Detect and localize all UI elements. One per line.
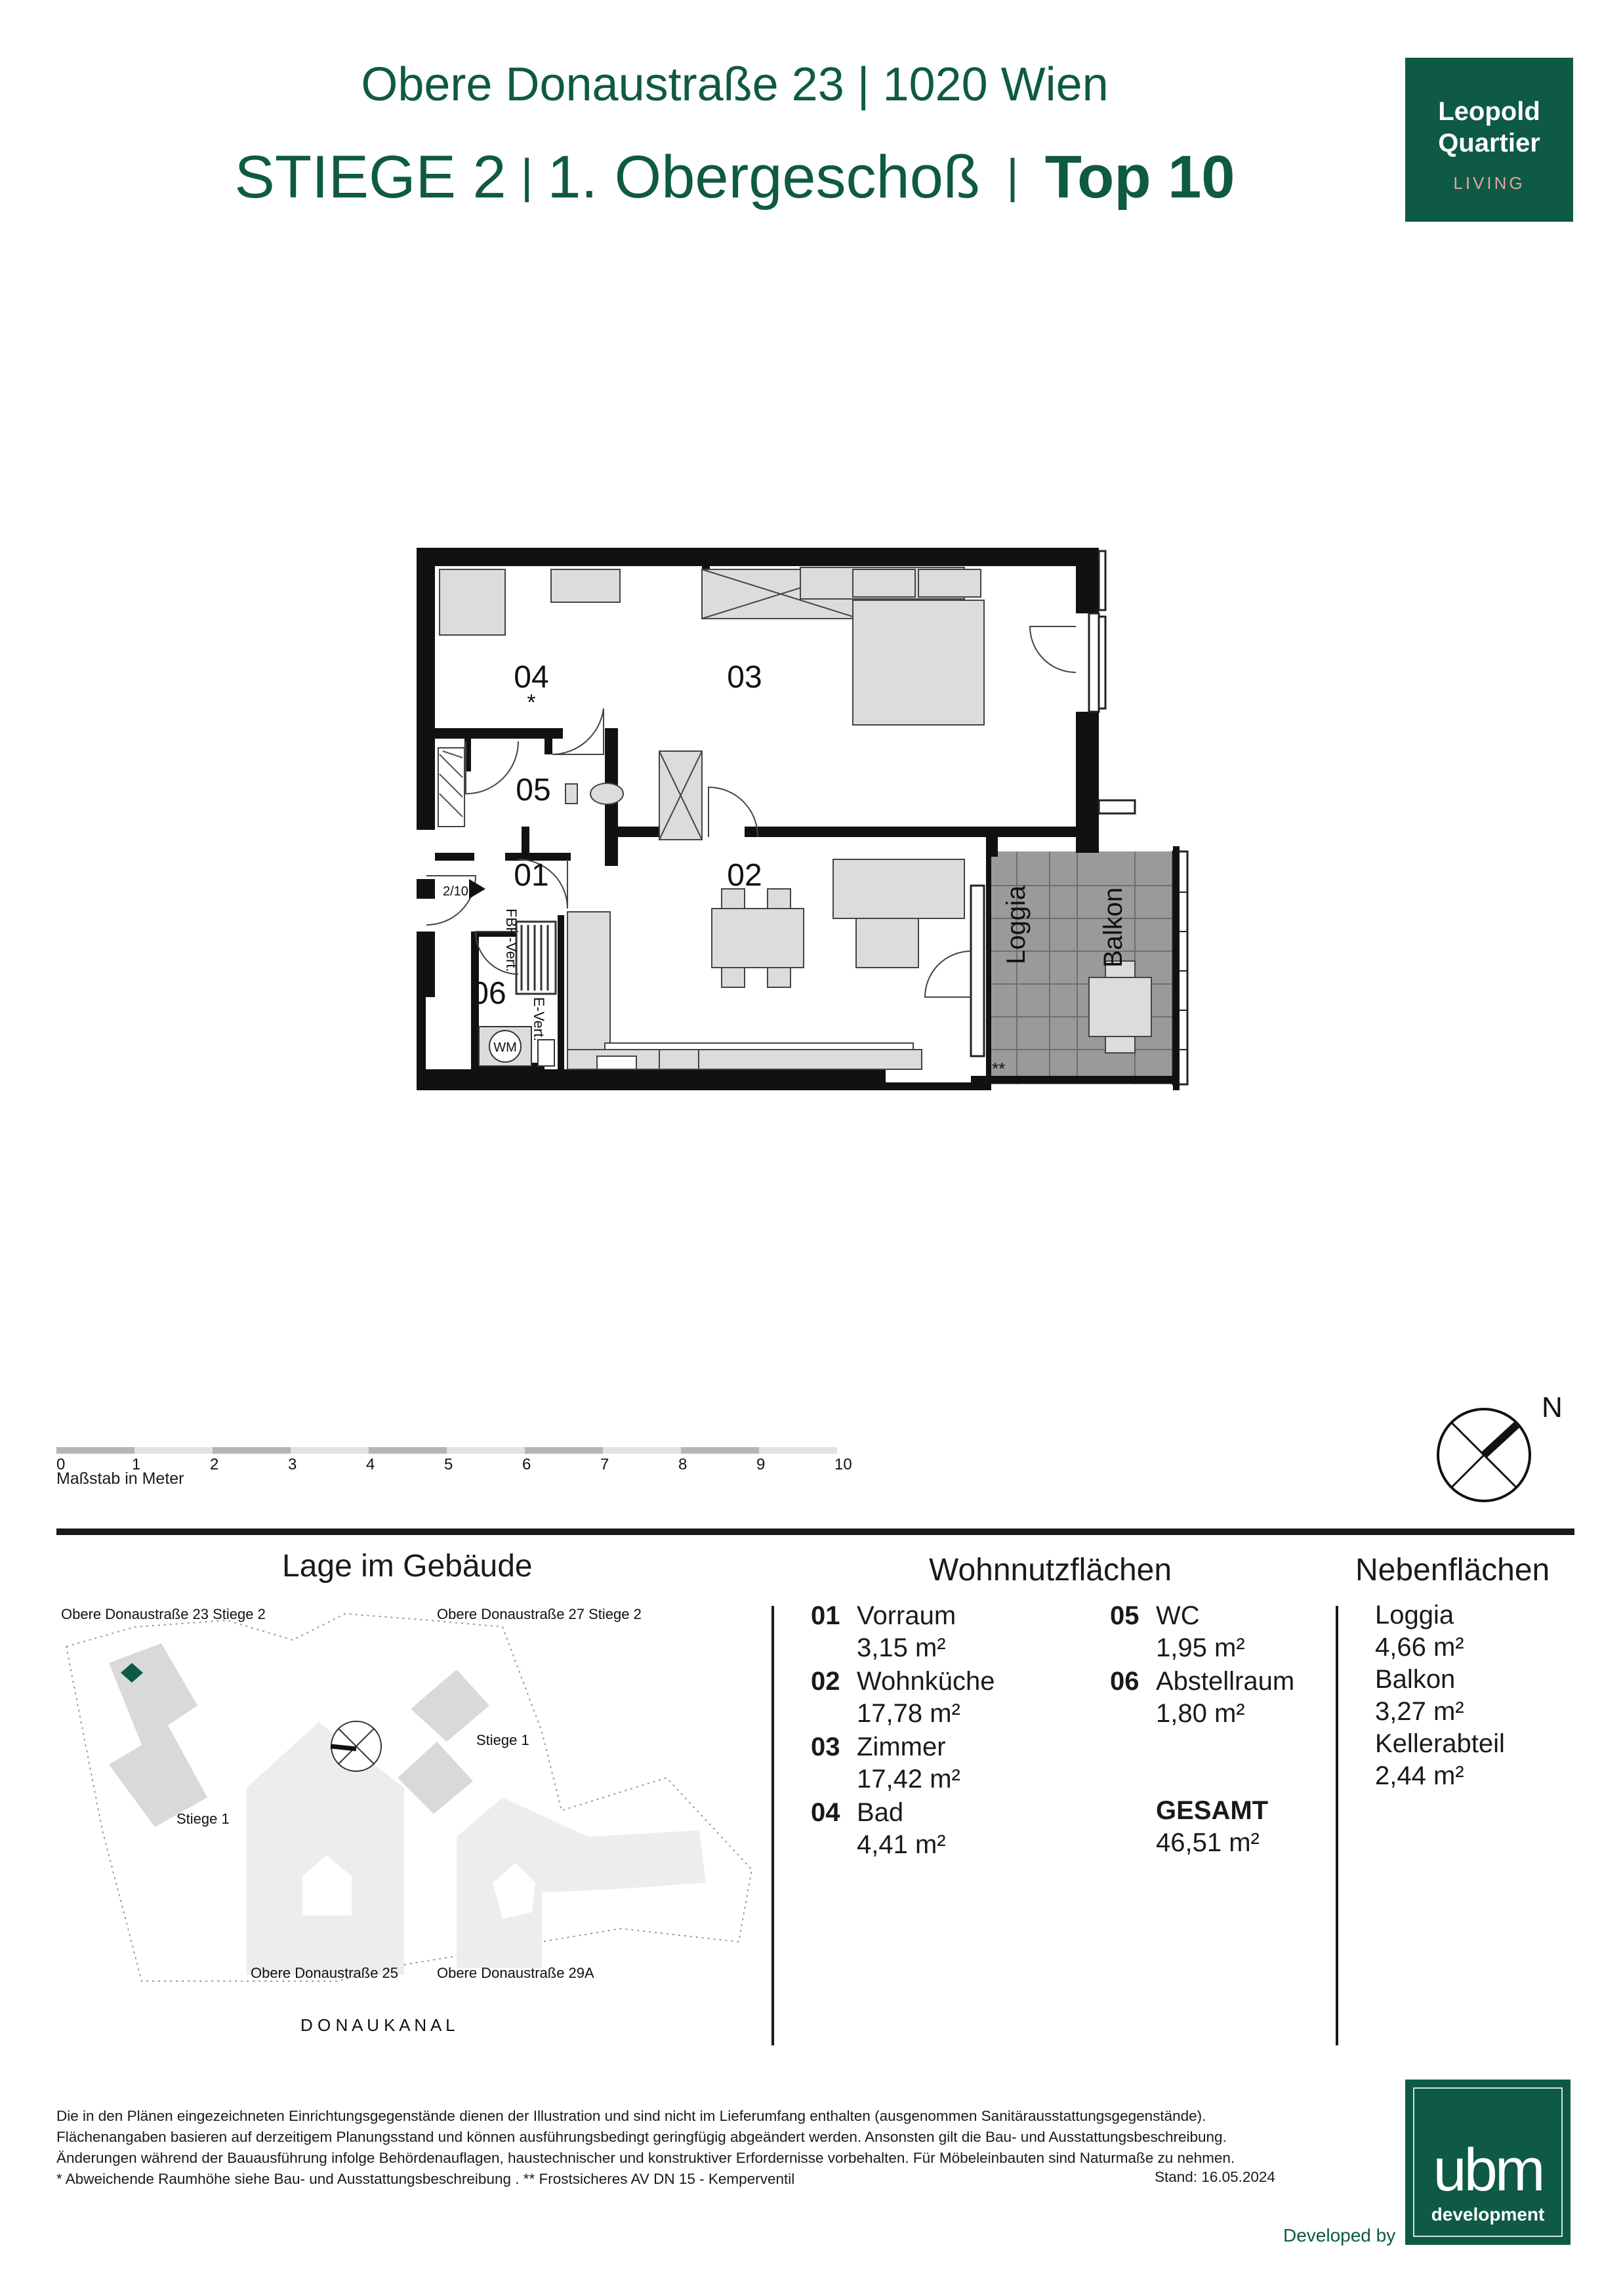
divider xyxy=(56,1528,1574,1535)
label-stiege1a: Stiege 1 xyxy=(476,1732,529,1748)
scale-tick-label: 7 xyxy=(600,1456,609,1473)
site-plan xyxy=(56,1601,778,2053)
label-od25: Obere Donaustraße 25 xyxy=(251,1965,399,1981)
label-od29a: Obere Donaustraße 29A xyxy=(437,1965,594,1981)
balkon-label: Balkon xyxy=(1099,887,1128,968)
loggia-label: Loggia xyxy=(1002,885,1031,964)
room-label-06: 06 xyxy=(471,976,506,1011)
site-compass-icon xyxy=(331,1721,381,1771)
scale-segment xyxy=(134,1447,213,1454)
neben-keller-name: Kellerabteil xyxy=(1375,1729,1505,1758)
scale-segment xyxy=(213,1447,291,1454)
divider xyxy=(771,1606,774,2045)
neben-balkon-name: Balkon xyxy=(1375,1665,1456,1694)
logo-line2: Quartier xyxy=(1438,129,1540,157)
floor-plan xyxy=(394,538,1246,1141)
scale-tick-label: 0 xyxy=(56,1456,66,1473)
scale-tick-label: 5 xyxy=(444,1456,453,1473)
bed xyxy=(800,567,984,725)
scale-segment xyxy=(525,1447,603,1454)
buildings-light xyxy=(247,1722,706,1975)
total-value: 46,51 m² xyxy=(1156,1828,1260,1857)
fbh-label: FBH-Vert. xyxy=(503,909,520,972)
neben-loggia-area: 4,66 m² xyxy=(1375,1633,1464,1662)
label-stiege1b: Stiege 1 xyxy=(176,1811,230,1827)
room-label-02: 02 xyxy=(727,858,762,893)
scale-tick-label: 3 xyxy=(288,1456,297,1473)
scale-segment xyxy=(56,1447,134,1454)
north-label: N xyxy=(1542,1391,1563,1424)
label-kanal: D O N A U K A N A L xyxy=(300,2015,455,2035)
label-od27: Obere Donaustraße 27 Stiege 2 xyxy=(437,1606,642,1622)
ubm-word: ubm xyxy=(1433,2137,1543,2204)
neben-title: Nebenflächen xyxy=(1355,1553,1550,1588)
disclaimer-line: Änderungen während der Bauausführung infolge Behördenauflagen, haustechnischer und konstruktiver Erfordernisse vorbehalten. Für Möbeleinbauten sind Naturmaße zu nehmen. xyxy=(56,2150,1235,2166)
disclaimer-line: Flächenangaben basieren auf derzeitigem Planungsstand und können ausführungsbedingt geringfügig abgeändert werden. Ansonsten gilt die Bau- und Ausstattungsbeschreibung. xyxy=(56,2129,1227,2145)
room-label-04: 04 xyxy=(514,660,549,695)
scale-segment xyxy=(447,1447,525,1454)
frost-mark: ** xyxy=(992,1059,1006,1078)
scale-segment xyxy=(291,1447,369,1454)
north-arrow-icon xyxy=(1437,1384,1561,1502)
neben-balkon-area: 3,27 m² xyxy=(1375,1697,1464,1726)
logo-line3: LIVING xyxy=(1453,173,1525,193)
label-od23: Obere Donaustraße 23 Stiege 2 xyxy=(61,1606,266,1622)
disclaimer-line: Die in den Plänen eingezeichneten Einrichtungsgegenstände dienen der Illustration und sind nicht im Lieferumfang enthalten (ausgenommen Sanitärausstattungsgegenstände). xyxy=(56,2108,1206,2124)
scale-tick-label: 2 xyxy=(210,1456,219,1473)
floor-label: 1. Obergeschoß xyxy=(547,144,981,211)
scale-tick-label: 6 xyxy=(522,1456,531,1473)
scale-tick-label: 10 xyxy=(834,1456,852,1473)
room-label-01: 01 xyxy=(514,858,549,893)
room-04-mark: * xyxy=(527,690,536,715)
wohn-title: Wohnnutzflächen xyxy=(929,1553,1172,1588)
logo-line1: Leopold xyxy=(1438,97,1540,126)
scale-tick-label: 8 xyxy=(678,1456,688,1473)
ubm-sub: development xyxy=(1431,2204,1545,2224)
scale-label: Maßstab in Meter xyxy=(56,1469,184,1488)
scale-tick-label: 1 xyxy=(132,1456,141,1473)
scale-segment xyxy=(603,1447,681,1454)
scale-segment xyxy=(369,1447,447,1454)
lage-title: Lage im Gebäude xyxy=(282,1549,533,1584)
evert-label: E-Vert. xyxy=(531,997,547,1042)
total-label: GESAMT xyxy=(1156,1796,1269,1825)
separator: | xyxy=(520,150,533,203)
developed-by: Developed by xyxy=(1283,2225,1396,2245)
entrance-arrow-icon xyxy=(469,879,485,899)
address-heading: Obere Donaustraße 23 | 1020 Wien xyxy=(361,58,1109,111)
disclaimer xyxy=(56,2106,1303,2190)
scale-segment xyxy=(681,1447,759,1454)
neben-keller-area: 2,44 m² xyxy=(1375,1761,1464,1790)
unit-heading xyxy=(0,143,1469,212)
scale-tick-label: 4 xyxy=(366,1456,375,1473)
bath-fixtures xyxy=(438,569,859,840)
scale-segment xyxy=(759,1447,837,1454)
room-label-03: 03 xyxy=(727,660,762,695)
wm-label: WM xyxy=(493,1040,517,1055)
unit-label: Top 10 xyxy=(1044,144,1235,211)
stair-label: STIEGE 2 xyxy=(234,144,506,211)
stand-date: Stand: 16.05.2024 xyxy=(1155,2169,1275,2185)
neben-loggia-name: Loggia xyxy=(1375,1601,1454,1630)
room-label-05: 05 xyxy=(516,773,551,808)
leopold-quartier-logo xyxy=(1405,58,1573,222)
ubm-logo xyxy=(1405,2080,1571,2245)
separator: | xyxy=(1006,150,1019,203)
divider xyxy=(1336,1606,1338,2045)
scale-tick-label: 9 xyxy=(756,1456,766,1473)
entrance-label: 2/10 xyxy=(443,884,468,899)
disclaimer-line: * Abweichende Raumhöhe siehe Bau- und Ausstattungsbeschreibung . ** Frostsicheres AV DN 15 - Kemperventil xyxy=(56,2171,795,2187)
